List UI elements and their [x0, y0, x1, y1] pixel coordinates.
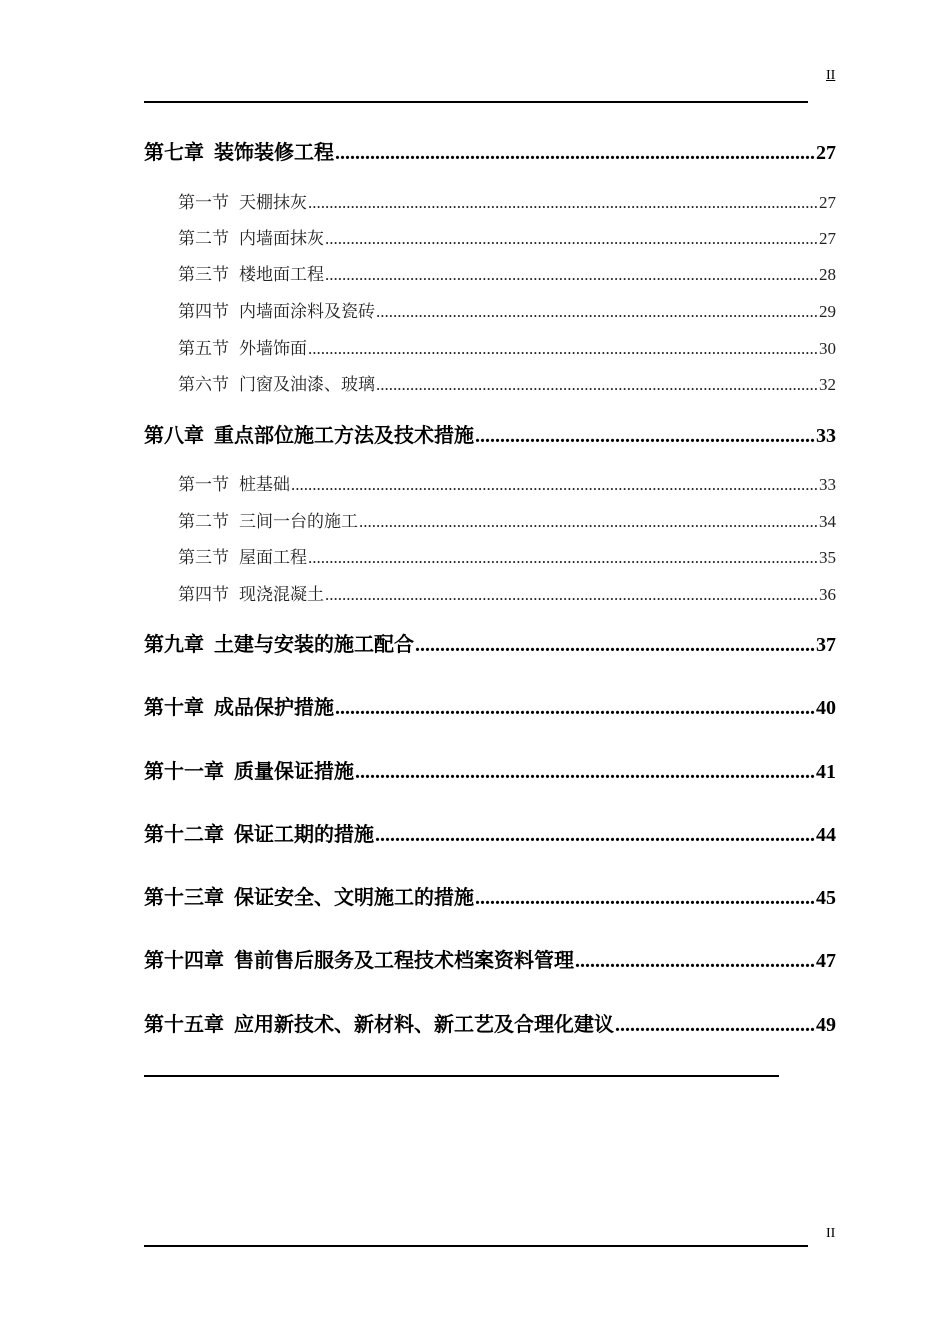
toc-title: 外墙饰面	[239, 339, 307, 359]
toc-leader	[335, 697, 815, 720]
toc-title: 质量保证措施	[234, 759, 354, 783]
toc-leader	[376, 375, 818, 395]
toc-number: 第九章	[144, 632, 204, 656]
toc-title: 内墙面涂料及瓷砖	[239, 302, 375, 322]
toc-page: 27	[819, 193, 836, 212]
toc-section-7-3[interactable]	[178, 260, 836, 285]
toc-page: 41	[816, 761, 836, 783]
toc-page: 30	[819, 339, 836, 358]
toc-page: 27	[819, 229, 836, 248]
toc-chapter-10[interactable]	[144, 691, 836, 720]
toc-page: 45	[816, 887, 836, 909]
toc-title: 保证安全、文明施工的措施	[234, 885, 474, 909]
toc-title: 成品保护措施	[214, 695, 334, 719]
toc-section-7-5[interactable]	[178, 334, 836, 359]
footer-page-number: II	[826, 1226, 836, 1241]
toc-number: 第四节	[178, 585, 229, 605]
header-rule	[144, 101, 808, 103]
toc-number: 第十五章	[144, 1012, 224, 1036]
toc-page: 33	[816, 425, 836, 447]
toc-leader	[359, 512, 818, 532]
toc-page: 36	[819, 585, 836, 604]
toc-number: 第二节	[178, 229, 229, 249]
toc-leader	[291, 475, 818, 495]
toc-section-7-1[interactable]	[178, 188, 836, 213]
toc-title: 应用新技术、新材料、新工艺及合理化建议	[234, 1012, 614, 1036]
toc-number: 第一节	[178, 193, 229, 213]
toc-number: 第一节	[178, 475, 229, 495]
toc-leader	[325, 585, 818, 605]
toc-leader	[335, 142, 815, 165]
toc-page: 34	[819, 512, 836, 531]
toc-title: 屋面工程	[239, 548, 307, 568]
toc-end-rule	[144, 1075, 779, 1077]
toc-number: 第七章	[144, 140, 204, 164]
toc-page: 40	[816, 697, 836, 719]
toc-number: 第八章	[144, 423, 204, 447]
toc-chapter-14[interactable]	[144, 944, 836, 973]
toc-page: 32	[819, 375, 836, 394]
toc-number: 第三节	[178, 548, 229, 568]
toc-page: 29	[819, 302, 836, 321]
toc-page: 37	[816, 634, 836, 656]
toc-title: 楼地面工程	[239, 265, 324, 285]
toc-title: 内墙面抹灰	[239, 229, 324, 249]
toc-number: 第十三章	[144, 885, 224, 909]
toc-leader	[355, 761, 815, 784]
toc-number: 第二节	[178, 512, 229, 532]
toc-chapter-15[interactable]	[144, 1008, 836, 1037]
toc-section-8-4[interactable]	[178, 580, 836, 605]
toc-title: 门窗及油漆、玻璃	[239, 375, 375, 395]
toc-title: 三间一台的施工	[239, 512, 358, 532]
toc-title: 装饰装修工程	[214, 140, 334, 164]
toc-section-8-2[interactable]	[178, 507, 836, 532]
toc-page: 35	[819, 548, 836, 567]
header-page-number: II	[826, 68, 836, 83]
toc-page: 33	[819, 475, 836, 494]
toc-number: 第十二章	[144, 822, 224, 846]
toc-title: 天棚抹灰	[239, 193, 307, 213]
toc-leader	[308, 339, 818, 359]
toc-page: 49	[816, 1014, 836, 1036]
toc-number: 第五节	[178, 339, 229, 359]
toc-title: 售前售后服务及工程技术档案资料管理	[234, 948, 574, 972]
toc-number: 第三节	[178, 265, 229, 285]
toc-chapter-8[interactable]	[144, 419, 836, 448]
toc-title: 桩基础	[239, 475, 290, 495]
toc-section-7-2[interactable]	[178, 224, 836, 249]
toc-page: 44	[816, 824, 836, 846]
toc-chapter-13[interactable]	[144, 881, 836, 910]
toc-number: 第六节	[178, 375, 229, 395]
toc-leader	[325, 229, 818, 249]
toc-title: 土建与安装的施工配合	[214, 632, 414, 656]
toc-leader	[308, 193, 818, 213]
toc-leader	[615, 1014, 815, 1037]
toc-number: 第十一章	[144, 759, 224, 783]
toc-leader	[475, 887, 815, 910]
toc-leader	[415, 634, 815, 657]
toc-page: 28	[819, 265, 836, 284]
toc-section-7-6[interactable]	[178, 370, 836, 395]
toc-title: 重点部位施工方法及技术措施	[214, 423, 474, 447]
toc-section-7-4[interactable]	[178, 297, 836, 322]
toc-title: 现浇混凝土	[239, 585, 324, 605]
toc-chapter-7[interactable]	[144, 136, 836, 165]
toc-number: 第十章	[144, 695, 204, 719]
toc-number: 第四节	[178, 302, 229, 322]
toc-leader	[308, 548, 818, 568]
toc-page: 47	[816, 950, 836, 972]
toc-leader	[475, 425, 815, 448]
toc-leader	[376, 302, 818, 322]
toc-number: 第十四章	[144, 948, 224, 972]
toc-leader	[325, 265, 818, 285]
toc-chapter-11[interactable]	[144, 755, 836, 784]
toc-leader	[575, 950, 815, 973]
toc-section-8-3[interactable]	[178, 543, 836, 568]
toc-chapter-12[interactable]	[144, 818, 836, 847]
footer-rule	[144, 1245, 808, 1247]
toc-chapter-9[interactable]	[144, 628, 836, 657]
toc-section-8-1[interactable]	[178, 470, 836, 495]
toc-title: 保证工期的措施	[234, 822, 374, 846]
toc-page: 27	[816, 142, 836, 164]
toc-leader	[375, 824, 815, 847]
